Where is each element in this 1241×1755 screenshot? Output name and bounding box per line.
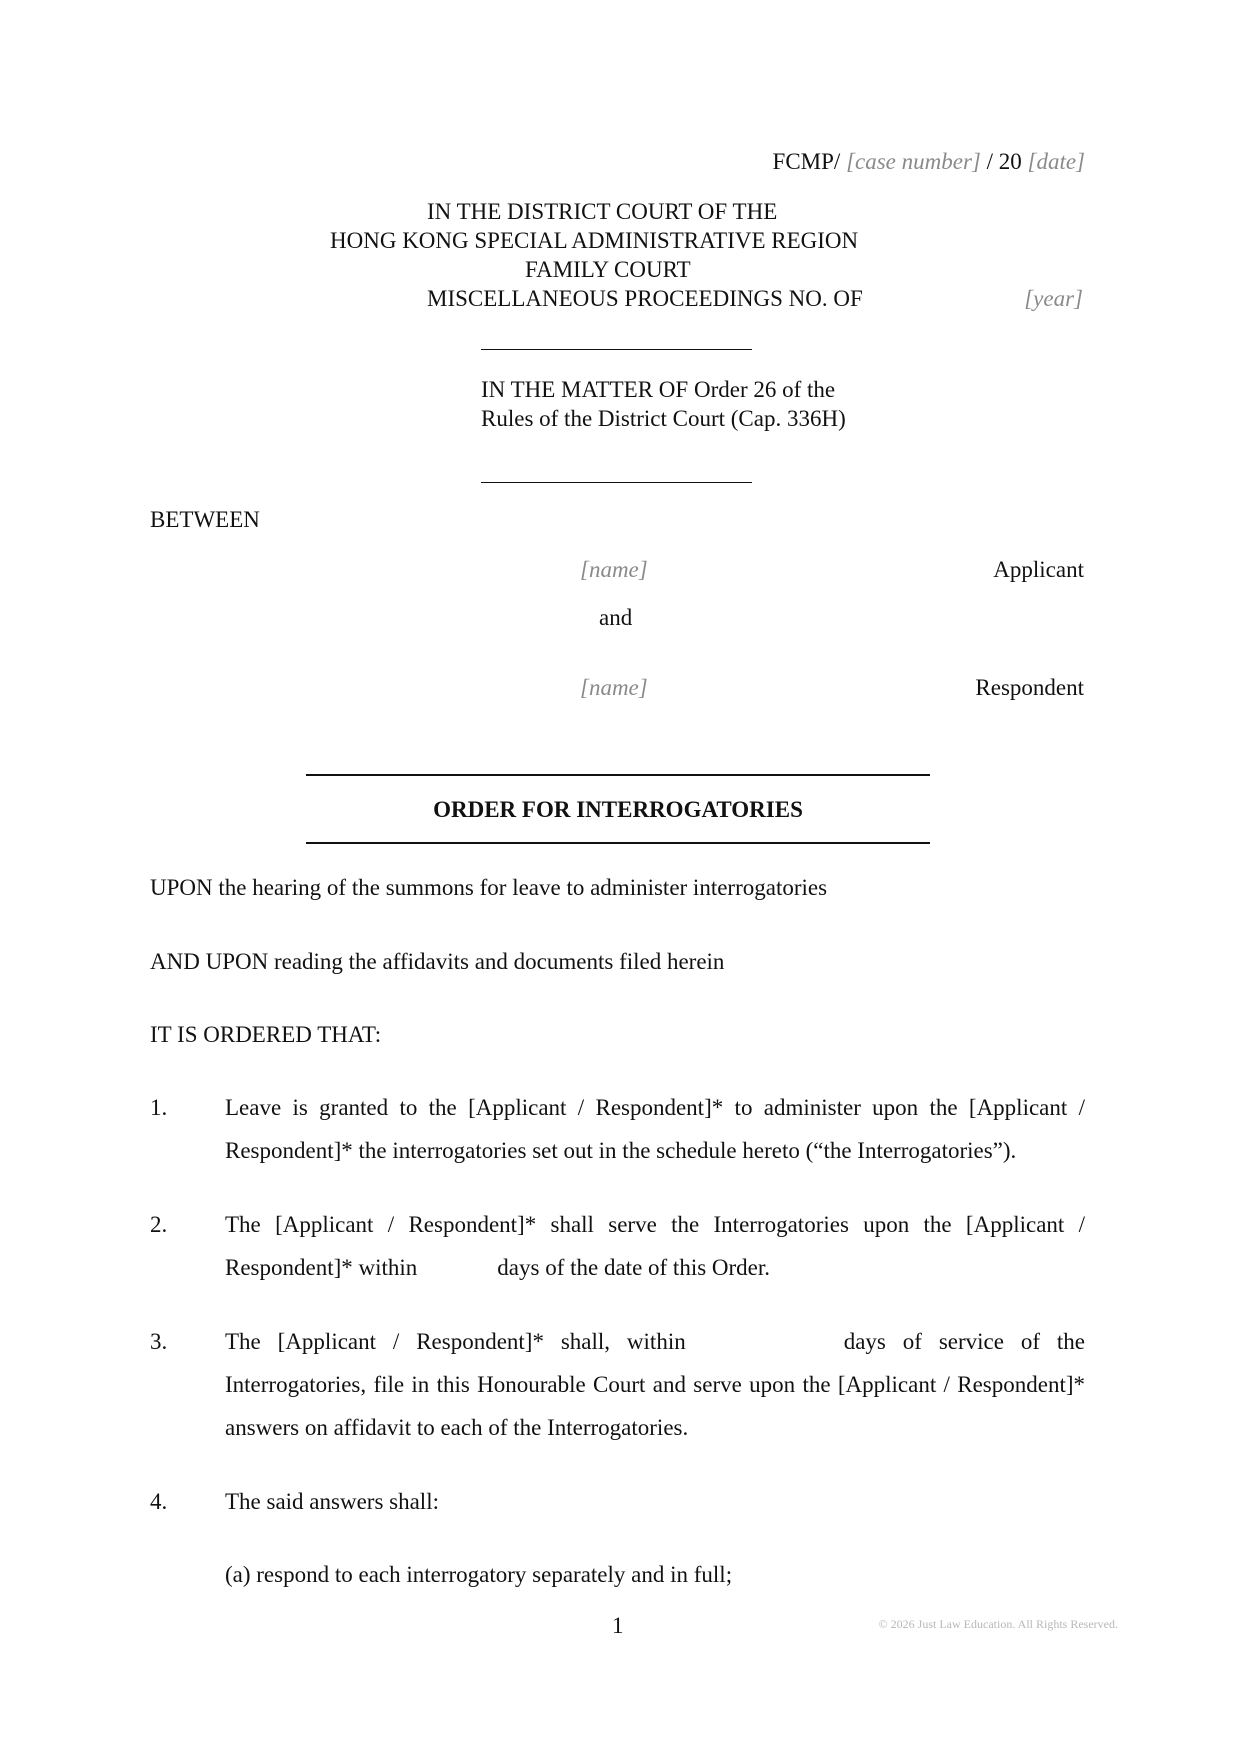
order-4-sub-a: (a) respond to each interrogatory separately and in full; bbox=[225, 1562, 733, 1587]
title-rule-bottom bbox=[306, 842, 930, 844]
order-4-number: 4. bbox=[150, 1489, 168, 1514]
title-rule-top bbox=[306, 774, 930, 776]
year-placeholder: [year] bbox=[1024, 286, 1083, 311]
order-2-text-b: days of the date of this Order. bbox=[497, 1255, 771, 1280]
order-3-number: 3. bbox=[150, 1329, 168, 1354]
respondent-name-placeholder: [name] bbox=[580, 675, 648, 700]
date-placeholder: [date] bbox=[1027, 149, 1085, 174]
case-prefix: FCMP/ bbox=[772, 149, 841, 174]
recital-and-upon: AND UPON reading the affidavits and documents filed herein bbox=[150, 949, 725, 974]
divider-top bbox=[481, 349, 752, 350]
court-line-2: HONG KONG SPECIAL ADMINISTRATIVE REGION bbox=[330, 228, 859, 253]
order-2-text-a: The [Applicant / Respondent]* shall serve the Interrogatories upon the [Applicant / Respondent]* within bbox=[225, 1212, 1085, 1280]
and-label: and bbox=[599, 605, 633, 630]
between-label: BETWEEN bbox=[150, 507, 260, 532]
copyright-notice: © 2026 Just Law Education. All Rights Reserved. bbox=[878, 1617, 1118, 1631]
applicant-role: Applicant bbox=[993, 557, 1084, 582]
order-1-text: Leave is granted to the [Applicant / Respondent]* to administer upon the [Applicant / Respondent]* the interrogatories set out in the schedule hereto (“the Interrogatories”). bbox=[225, 1095, 1085, 1163]
recital-upon-hearing: UPON the hearing of the summons for leave to administer interrogatories bbox=[150, 875, 828, 900]
order-1-number: 1. bbox=[150, 1095, 168, 1120]
order-3-text-b: days of service of the Interrogatories, file in this Honourable Court and serve upon the [Applicant / Respondent]* answers on affidavit to each of the Interrogatories. bbox=[225, 1329, 1086, 1440]
document-title: ORDER FOR INTERROGATORIES bbox=[433, 797, 803, 822]
case-number-placeholder: [case number] bbox=[846, 149, 981, 174]
case-reference bbox=[773, 148, 1085, 175]
divider-matter bbox=[481, 482, 752, 483]
year-separator: / 20 bbox=[986, 149, 1022, 174]
order-4-text: The said answers shall: bbox=[225, 1489, 439, 1514]
matter-line-2: Rules of the District Court (Cap. 336H) bbox=[481, 406, 846, 431]
order-2-number: 2. bbox=[150, 1212, 168, 1237]
order-3-text bbox=[225, 1320, 1085, 1449]
court-line-4: MISCELLANEOUS PROCEEDINGS NO. OF bbox=[427, 286, 863, 311]
respondent-role: Respondent bbox=[975, 675, 1084, 700]
court-line-3: FAMILY COURT bbox=[525, 257, 691, 282]
recital-ordered: IT IS ORDERED THAT: bbox=[150, 1022, 382, 1047]
order-2-text bbox=[225, 1203, 1085, 1289]
applicant-name-placeholder: [name] bbox=[580, 557, 648, 582]
matter-line-1: IN THE MATTER OF Order 26 of the bbox=[481, 377, 836, 402]
order-3-text-a: The [Applicant / Respondent]* shall, within bbox=[225, 1329, 686, 1354]
page-number: 1 bbox=[612, 1613, 624, 1638]
court-line-1: IN THE DISTRICT COURT OF THE bbox=[427, 199, 778, 224]
